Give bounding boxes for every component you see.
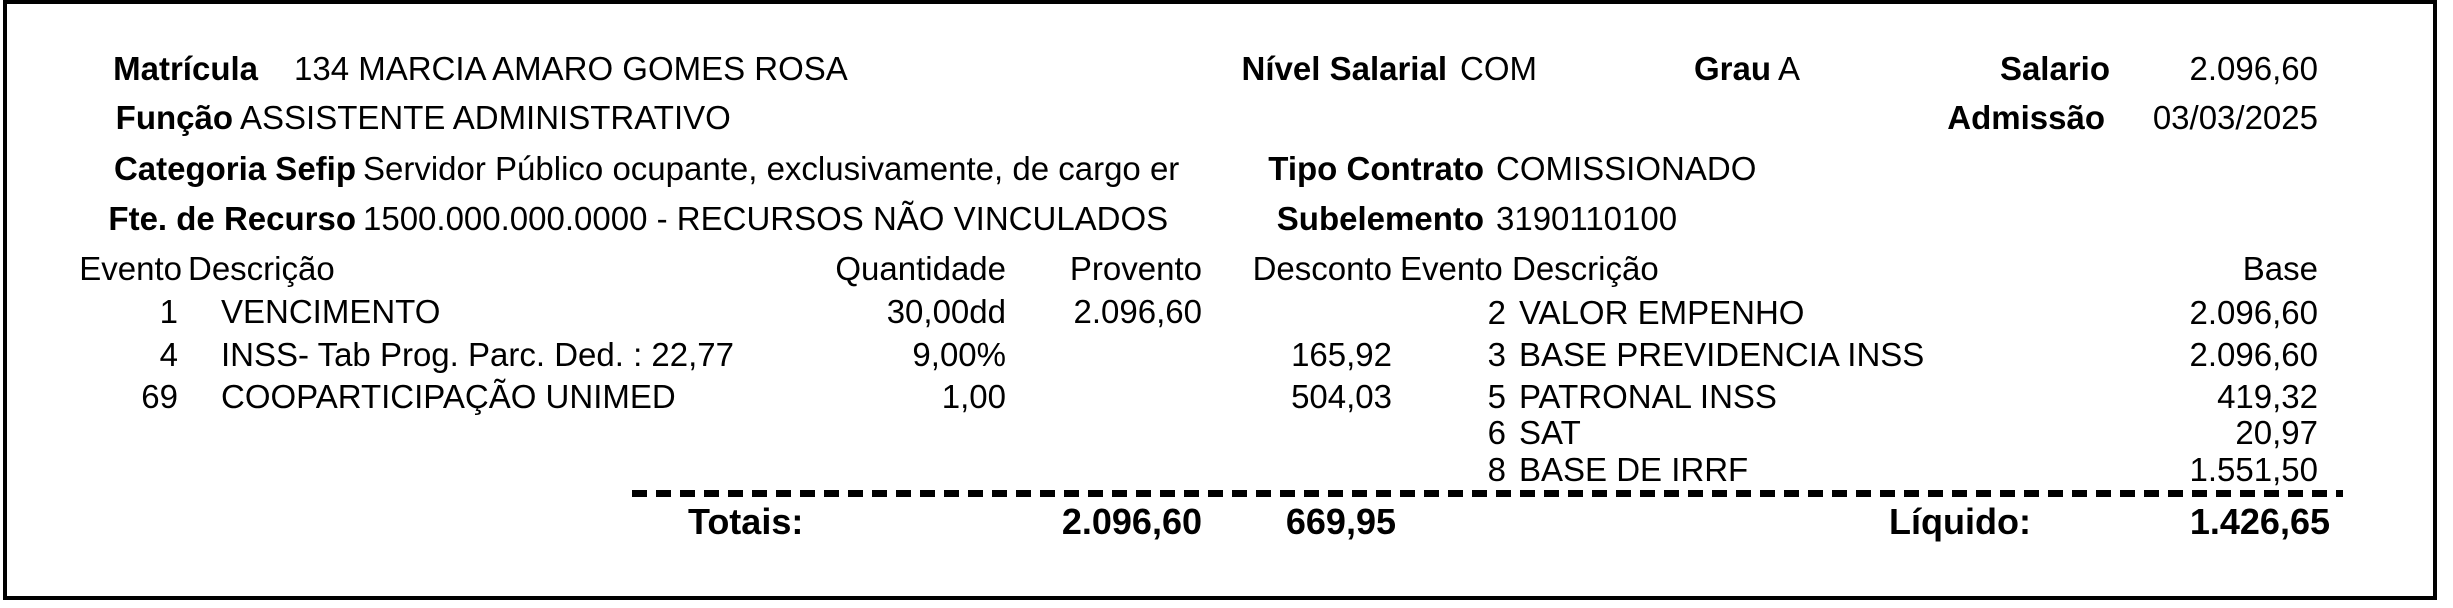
event-description: VALOR EMPENHO [1519,294,1805,331]
provento-value [1020,334,1202,376]
matricula-label: Matrícula [113,50,258,87]
base-value: 2.096,60 [2189,294,2318,331]
funcao-label: Função [115,99,233,136]
categoria-sefip-value: Servidor Público ocupante, exclusivamente, de cargo er [363,150,1180,187]
col-header-evento-left: Evento [79,250,182,287]
base-value: 419,32 [2217,378,2318,415]
categoria-sefip-label: Categoria Sefip [113,150,356,187]
fte-recurso-value: 1500.000.000.0000 - RECURSOS NÃO VINCULADOS [363,200,1169,237]
quantity-value: 1,00 [941,378,1006,415]
tipo-contrato-label: Tipo Contrato [1268,150,1484,187]
evento-number: 8 [1487,451,1506,488]
totals-dashed-divider [632,490,2343,497]
evento-number: 2 [1487,294,1506,331]
evento-number: 6 [1487,414,1506,451]
col-header-desconto: Desconto [1252,250,1392,287]
quantity-value: 9,00% [912,336,1006,373]
base-value: 1.551,50 [2189,451,2318,488]
subelemento-label: Subelemento [1276,200,1484,237]
subelemento-value: 3190110100 [1496,200,1678,237]
event-description: BASE DE IRRF [1519,451,1749,488]
desconto-value: 504,03 [1291,378,1392,415]
provento-value: 2.096,60 [1073,293,1202,330]
fte-recurso-label: Fte. de Recurso [108,200,356,237]
nivel-salarial-value: COM [1460,50,1537,87]
desconto-value: 165,92 [1291,336,1392,373]
event-description: SAT [1519,414,1581,451]
liquido-label: Líquido: [1889,501,2031,542]
event-description: INSS- Tab Prog. Parc. Ded. : 22,77 [221,336,734,373]
admissao-label: Admissão [1947,99,2105,136]
event-description: PATRONAL INSS [1519,378,1777,415]
base-value: 20,97 [2235,414,2318,451]
evento-number: 4 [159,336,178,373]
quantity-value: 30,00dd [886,293,1006,330]
col-header-descricao-right: Descrição [1512,250,1659,287]
evento-number: 3 [1487,336,1506,373]
funcao-value: ASSISTENTE ADMINISTRATIVO [240,99,731,136]
provento-value [1020,376,1202,418]
nivel-salarial-label: Nível Salarial [1241,50,1447,87]
evento-number: 69 [141,378,178,415]
evento-number: 5 [1487,378,1506,415]
col-header-quantidade: Quantidade [835,250,1006,287]
admissao-value: 03/03/2025 [2152,99,2318,136]
col-header-evento-right: Evento [1400,250,1503,287]
event-description: COOPARTICIPAÇÃO UNIMED [221,378,676,415]
liquido-value: 1.426,65 [2189,501,2330,542]
desconto-value [1220,291,1392,333]
col-header-base: Base [2242,250,2318,287]
totais-desconto: 669,95 [1285,501,1396,542]
salario-label: Salario [1999,50,2110,87]
matricula-value: 134 MARCIA AMARO GOMES ROSA [294,50,848,87]
base-value: 2.096,60 [2189,336,2318,373]
totais-label: Totais: [688,501,804,542]
grau-label: Grau [1693,50,1771,87]
event-description: VENCIMENTO [221,293,441,330]
evento-number: 1 [159,293,178,330]
salario-value: 2.096,60 [2189,50,2318,87]
event-description: BASE PREVIDENCIA INSS [1519,336,1925,373]
totais-provento: 2.096,60 [1061,501,1202,542]
grau-value: A [1778,50,1801,87]
col-header-descricao-left: Descrição [188,250,335,287]
tipo-contrato-value: COMISSIONADO [1496,150,1757,187]
col-header-provento: Provento [1069,250,1202,287]
